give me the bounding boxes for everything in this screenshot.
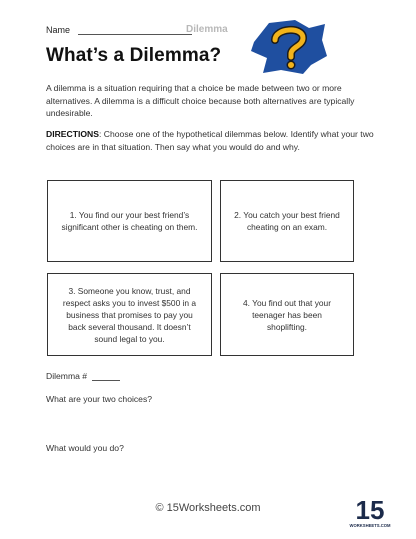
name-line[interactable]	[78, 26, 192, 35]
dilemma-text-1: 1. You find our your best friend’s significant other is cheating on them.	[61, 210, 198, 232]
page-title: What’s a Dilemma?	[46, 45, 222, 66]
directions-text: : Choose one of the hypothetical dilemmas below. Identify what your two choices are in that situation. Then say what you would do and why.	[46, 129, 374, 152]
name-label: Name	[46, 25, 71, 35]
name-field	[46, 25, 192, 35]
logo-text: WORKSHEETS.COM	[349, 523, 391, 528]
intro-paragraph: A dilemma is a situation requiring that a choice be made between two or more alternatives. A dilemma is a difficult choice because both alternatives are typically undesirable.	[46, 83, 355, 119]
directions-paragraph	[46, 128, 374, 153]
dilemma-text-4: 4. You find out that your teenager has been shoplifting.	[242, 297, 331, 332]
worksheets-logo-icon	[349, 494, 391, 530]
footer-copyright: © 15Worksheets.com	[155, 502, 261, 514]
dilemma-box-1	[47, 180, 212, 262]
dilemma-number-line[interactable]	[92, 373, 120, 381]
dilemma-text-2: 2. You catch your best friend cheating on an exam.	[234, 210, 340, 232]
dilemma-box-3	[47, 273, 212, 356]
logo-number: 15	[355, 495, 385, 525]
dilemma-box-4	[220, 273, 354, 356]
dilemma-number-label: Dilemma #	[46, 371, 88, 381]
would-do-question: What would you do?	[46, 443, 124, 453]
topic-label: Dilemma	[186, 24, 228, 35]
dilemma-number-field	[46, 371, 120, 381]
dilemma-box-2	[220, 180, 354, 262]
directions-label: DIRECTIONS	[46, 129, 99, 139]
question-mark-icon	[251, 18, 327, 74]
choices-question: What are your two choices?	[46, 394, 153, 404]
dilemma-text-3: 3. Someone you know, trust, and respect asks you to invest $500 in a business that promises to pay you back several thousand. It doesn’t sound legal to you.	[62, 285, 197, 344]
